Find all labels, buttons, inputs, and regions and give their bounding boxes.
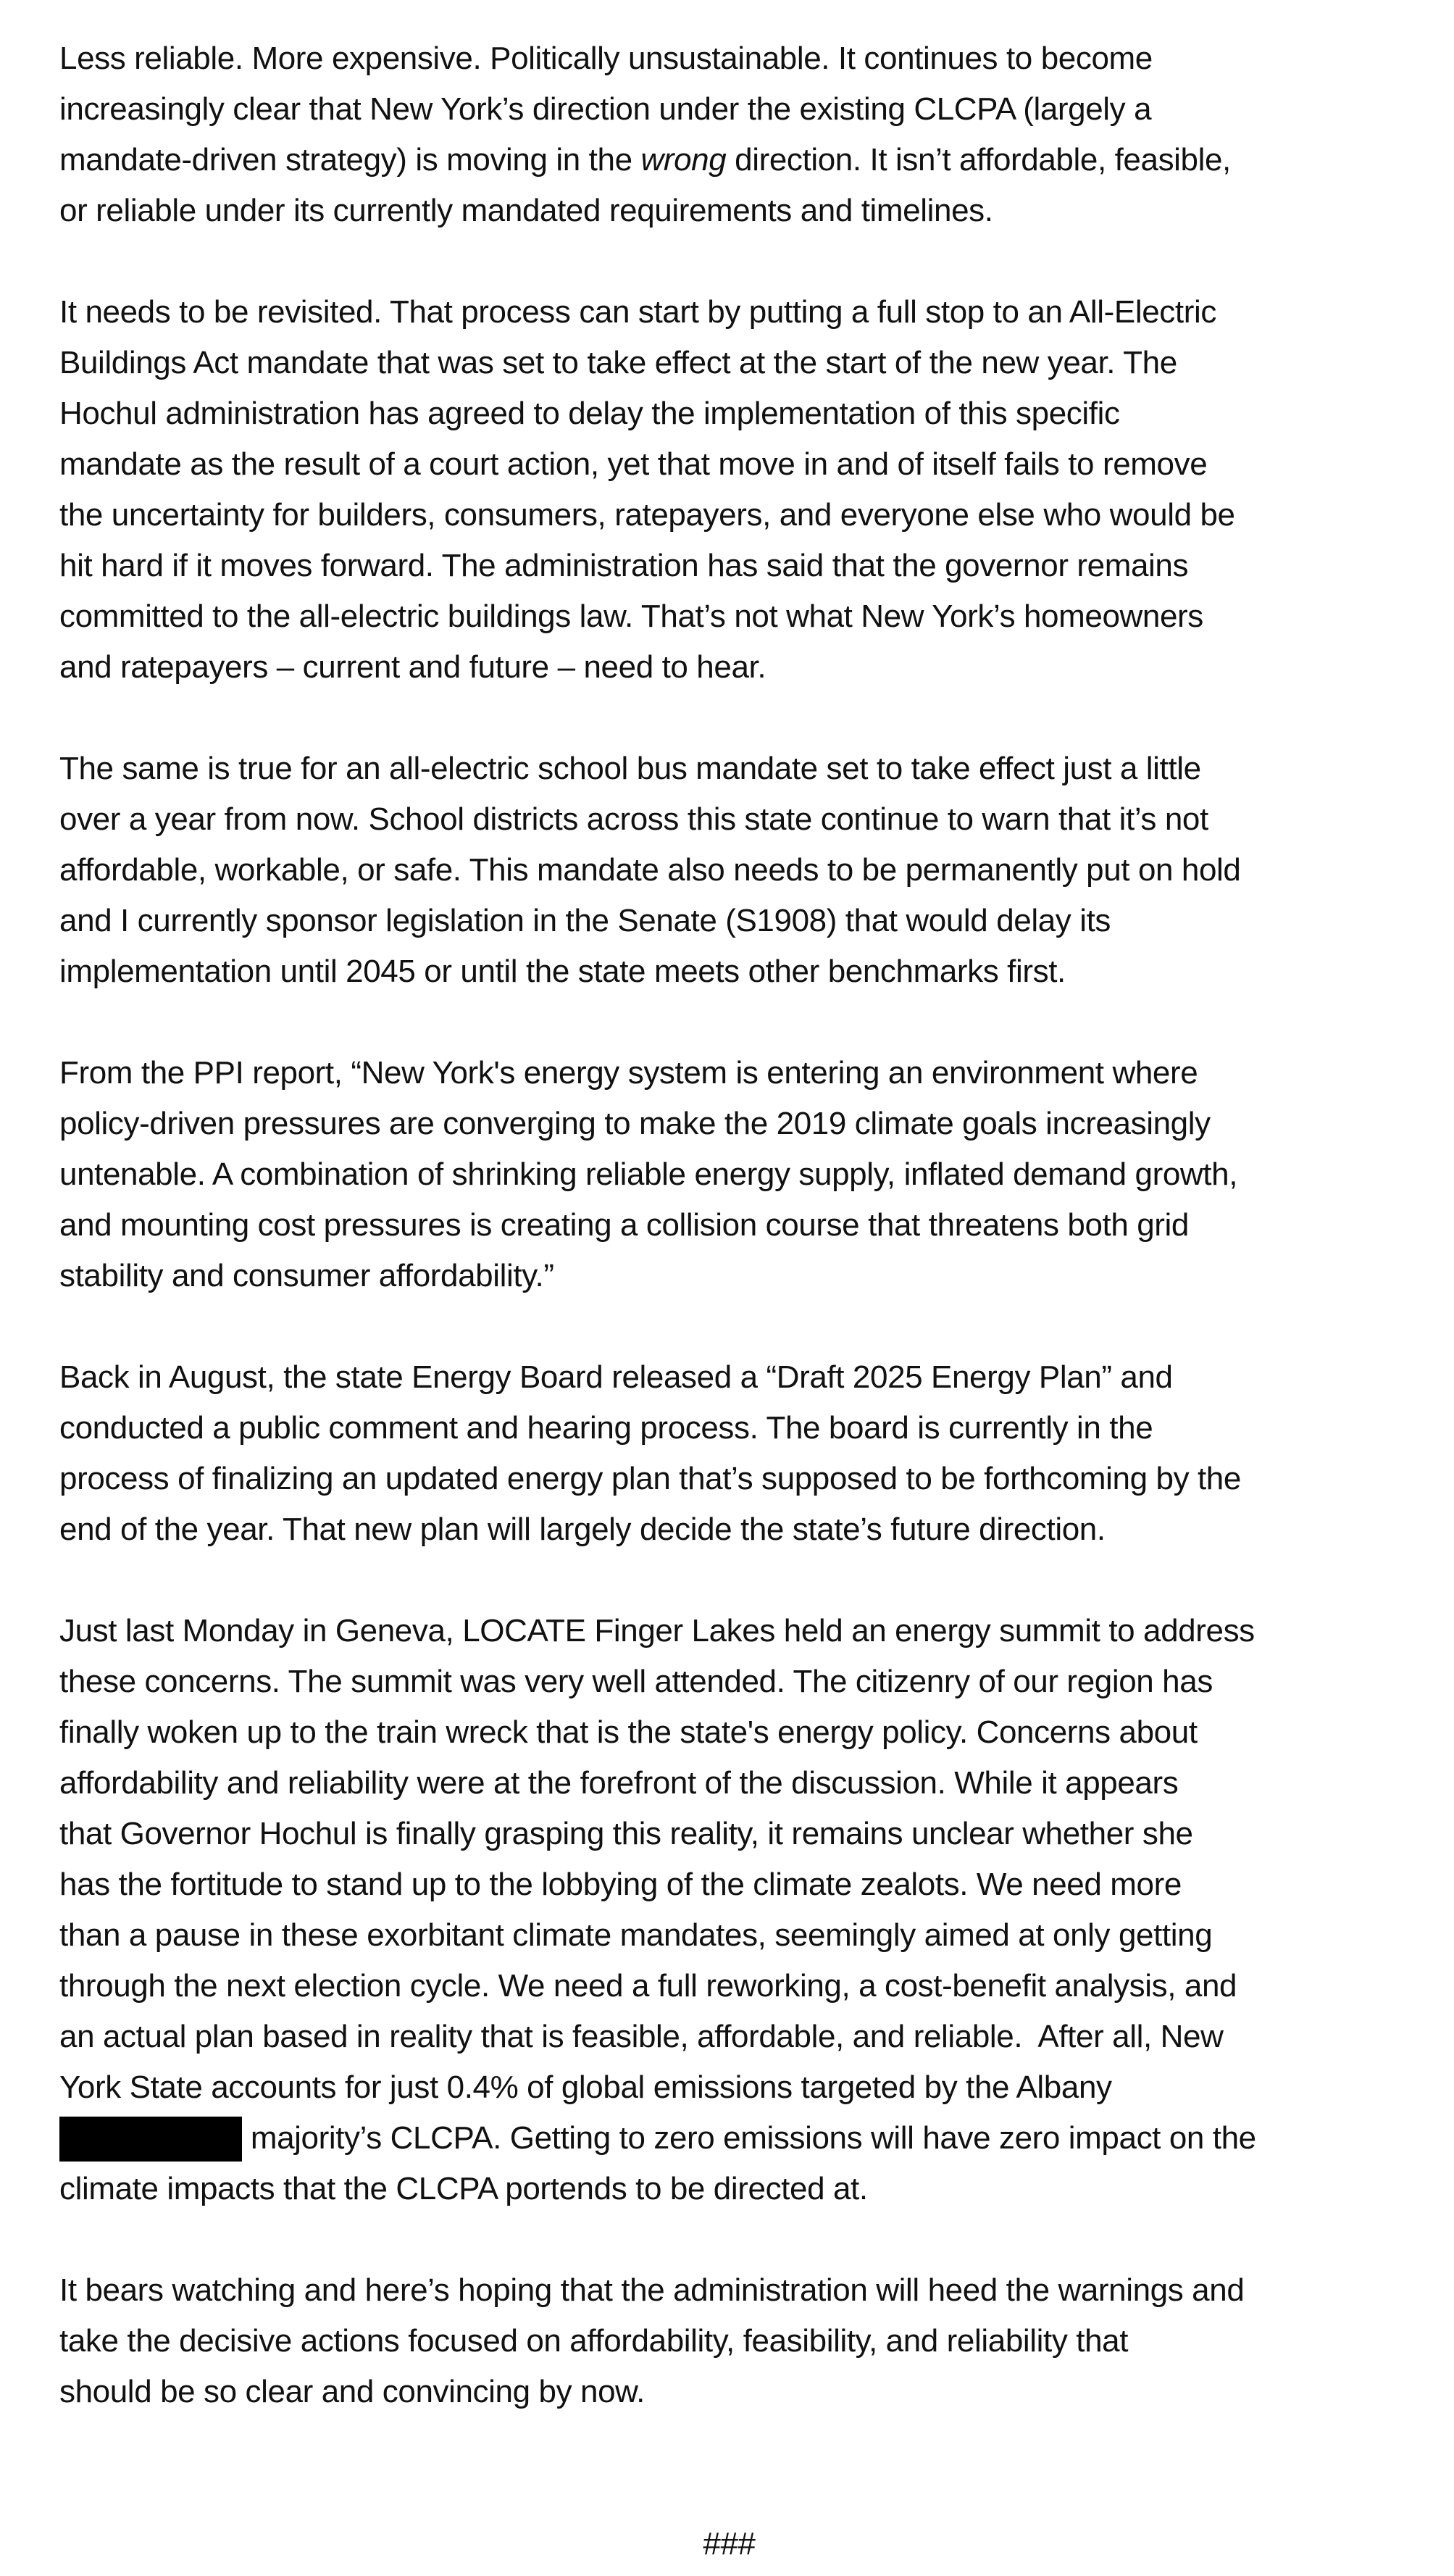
text-line	[59, 2164, 1399, 2214]
text-segment: policy-driven pressures are converging to make the 2019 climate goals increasingly	[59, 1106, 1211, 1141]
text-line	[59, 1352, 1399, 1403]
text-line	[59, 896, 1399, 946]
text-line	[59, 794, 1399, 845]
text-line	[59, 2062, 1399, 2113]
text-line	[59, 1859, 1399, 1910]
text-line	[59, 642, 1399, 693]
text-segment: Buildings Act mandate that was set to take effect at the start of the new year. The	[59, 345, 1177, 380]
text-line	[59, 287, 1399, 338]
text-segment: and mounting cost pressures is creating a collision course that threatens both grid	[59, 1207, 1190, 1243]
text-line	[59, 1504, 1399, 1555]
paragraph	[59, 33, 1399, 236]
text-segment: stability and consumer affordability.”	[59, 1258, 554, 1293]
text-line	[59, 743, 1399, 794]
text-segment: should be so clear and convincing by now.	[59, 2374, 645, 2409]
text-segment: wrong	[640, 142, 727, 178]
text-line	[59, 1251, 1399, 1301]
text-segment: mandate as the result of a court action, yet that move in and of itself fails to remove	[59, 446, 1208, 482]
text-segment: The same is true for an all-electric school bus mandate set to take effect just a little	[59, 751, 1201, 786]
text-line	[59, 1707, 1399, 1758]
text-segment: implementation until 2045 or until the state meets other benchmarks first.	[59, 954, 1066, 989]
text-line	[59, 1403, 1399, 1454]
text-line	[59, 2012, 1399, 2062]
text-segment: process of finalizing an updated energy plan that’s supposed to be forthcoming by the	[59, 1461, 1241, 1496]
text-segment: through the next election cycle. We need a full reworking, a cost-benefit analysis, and	[59, 1968, 1237, 2004]
text-segment: committed to the all-electric buildings law. That’s not what New York’s homeowners	[59, 599, 1203, 634]
text-segment: an actual plan based in reality that is feasible, affordable, and reliable. After all, New	[59, 2019, 1224, 2054]
text-segment: Back in August, the state Energy Board released a “Draft 2025 Energy Plan” and	[59, 1359, 1173, 1395]
text-line	[59, 2265, 1399, 2316]
text-line	[59, 186, 1399, 236]
text-segment: and I currently sponsor legislation in the Senate (S1908) that would delay its	[59, 903, 1111, 938]
text-segment: or reliable under its currently mandated requirements and timelines.	[59, 193, 993, 228]
end-mark: ###	[703, 2526, 756, 2562]
text-segment: majority’s CLCPA. Getting to zero emissions will have zero impact on the	[242, 2120, 1256, 2156]
text-segment: It bears watching and here’s hoping that the administration will heed the warnings and	[59, 2272, 1245, 2308]
text-line	[59, 1454, 1399, 1504]
text-line	[59, 1048, 1399, 1099]
text-segment: and ratepayers – current and future – need to hear.	[59, 649, 766, 685]
text-segment: that Governor Hochul is finally grasping this reality, it remains unclear whether she	[59, 1816, 1193, 1851]
text-line	[59, 84, 1399, 135]
text-line	[59, 135, 1399, 186]
text-line	[59, 2367, 1399, 2417]
paragraph	[59, 1048, 1399, 1301]
text-segment: than a pause in these exorbitant climate mandates, seemingly aimed at only getting	[59, 1917, 1213, 1953]
document-body	[59, 33, 1399, 2417]
paragraph	[59, 1606, 1399, 2214]
text-segment: these concerns. The summit was very well attended. The citizenry of our region has	[59, 1664, 1213, 1699]
paragraph	[59, 743, 1399, 997]
text-line	[59, 541, 1399, 591]
text-line	[59, 1809, 1399, 1859]
text-segment: has the fortitude to stand up to the lobbying of the climate zealots. We need more	[59, 1867, 1182, 1902]
text-segment: climate impacts that the CLCPA portends to be directed at.	[59, 2171, 868, 2206]
redaction-box	[59, 2117, 242, 2162]
text-segment: conducted a public comment and hearing process. The board is currently in the	[59, 1410, 1153, 1446]
text-line	[59, 591, 1399, 642]
text-segment: hit hard if it moves forward. The administration has said that the governor remains	[59, 548, 1189, 583]
text-segment: the uncertainty for builders, consumers, ratepayers, and everyone else who would be	[59, 497, 1235, 533]
text-segment: mandate-driven strategy) is moving in the	[59, 142, 641, 178]
text-line	[59, 1656, 1399, 1707]
text-line	[59, 1910, 1399, 1961]
text-segment: Just last Monday in Geneva, LOCATE Finger Lakes held an energy summit to address	[59, 1613, 1255, 1648]
text-segment: affordability and reliability were at the forefront of the discussion. While it appears	[59, 1765, 1179, 1801]
text-line	[59, 1149, 1399, 1200]
text-line	[59, 1200, 1399, 1251]
paragraph	[59, 1352, 1399, 1555]
text-segment: untenable. A combination of shrinking reliable energy supply, inflated demand growth,	[59, 1156, 1238, 1192]
text-line	[59, 2316, 1399, 2367]
text-line	[59, 1758, 1399, 1809]
text-segment: take the decisive actions focused on affordability, feasibility, and reliability that	[59, 2323, 1129, 2359]
text-line	[59, 1099, 1399, 1149]
text-line	[59, 845, 1399, 896]
paragraph	[59, 287, 1399, 693]
text-segment: affordable, workable, or safe. This mandate also needs to be permanently put on hold	[59, 852, 1241, 888]
text-segment: Less reliable. More expensive. Politically unsustainable. It continues to become	[59, 41, 1153, 76]
text-line	[59, 1961, 1399, 2012]
text-line	[59, 338, 1399, 388]
text-segment: over a year from now. School districts across this state continue to warn that it’s not	[59, 801, 1208, 837]
paragraph	[59, 2265, 1399, 2417]
text-segment: York State accounts for just 0.4% of global emissions targeted by the Albany	[59, 2069, 1112, 2105]
text-line	[59, 2113, 1399, 2164]
text-line	[59, 388, 1399, 439]
text-segment: It needs to be revisited. That process can start by putting a full stop to an All-Electric	[59, 294, 1216, 330]
text-segment: direction. It isn’t affordable, feasible,	[726, 142, 1231, 178]
text-segment: finally woken up to the train wreck that is the state's energy policy. Concerns about	[59, 1714, 1198, 1750]
text-line	[59, 490, 1399, 541]
text-segment: increasingly clear that New York’s direction under the existing CLCPA (largely a	[59, 91, 1152, 127]
text-line	[59, 946, 1399, 997]
text-line	[59, 439, 1399, 490]
text-line	[59, 1606, 1399, 1656]
text-segment: From the PPI report, “New York's energy system is entering an environment where	[59, 1055, 1198, 1091]
text-segment: Hochul administration has agreed to delay the implementation of this specific	[59, 396, 1120, 431]
text-segment: end of the year. That new plan will largely decide the state’s future direction.	[59, 1512, 1106, 1547]
text-line	[59, 33, 1399, 84]
